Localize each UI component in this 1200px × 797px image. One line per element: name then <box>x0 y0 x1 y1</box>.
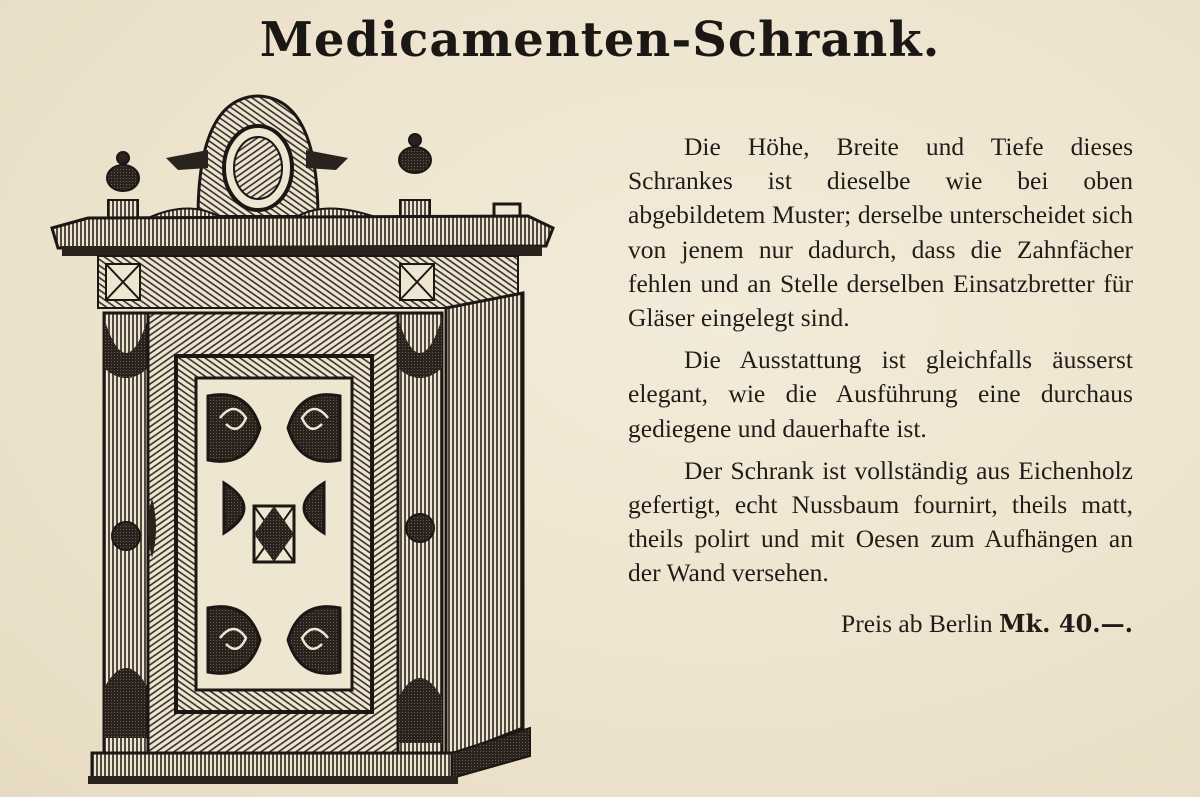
cabinet-engraving-icon <box>48 88 558 788</box>
description-paragraph: Der Schrank ist vollständig aus Eichenholz gefertigt, echt Nussbaum fournirt, theils matt, theils polirt und mit Oesen zum Aufhängen an der Wand versehen. <box>628 455 1133 588</box>
page-title: Medicamenten-Schrank. <box>259 12 941 68</box>
price-prefix: Preis ab Berlin <box>841 608 993 638</box>
price-amount: Mk. 40.—. <box>998 608 1133 638</box>
price-line <box>628 607 1133 641</box>
description-paragraph: Die Ausstattung ist gleichfalls äusserst elegant, wie die Ausführung eine durchaus gediegene und dauerhafte ist. <box>628 345 1133 443</box>
description-paragraph: Die Höhe, Breite und Tiefe dieses Schrankes ist dieselbe wie bei oben abgebildetem Muster; derselbe unterscheidet sich von jenem nur dadurch, dass die Zahnfächer fehlen und an Stelle derselben Einsatzbretter für Gläser eingelegt sind. <box>628 132 1133 333</box>
description-column <box>628 130 1133 641</box>
cabinet-illustration <box>48 88 558 788</box>
